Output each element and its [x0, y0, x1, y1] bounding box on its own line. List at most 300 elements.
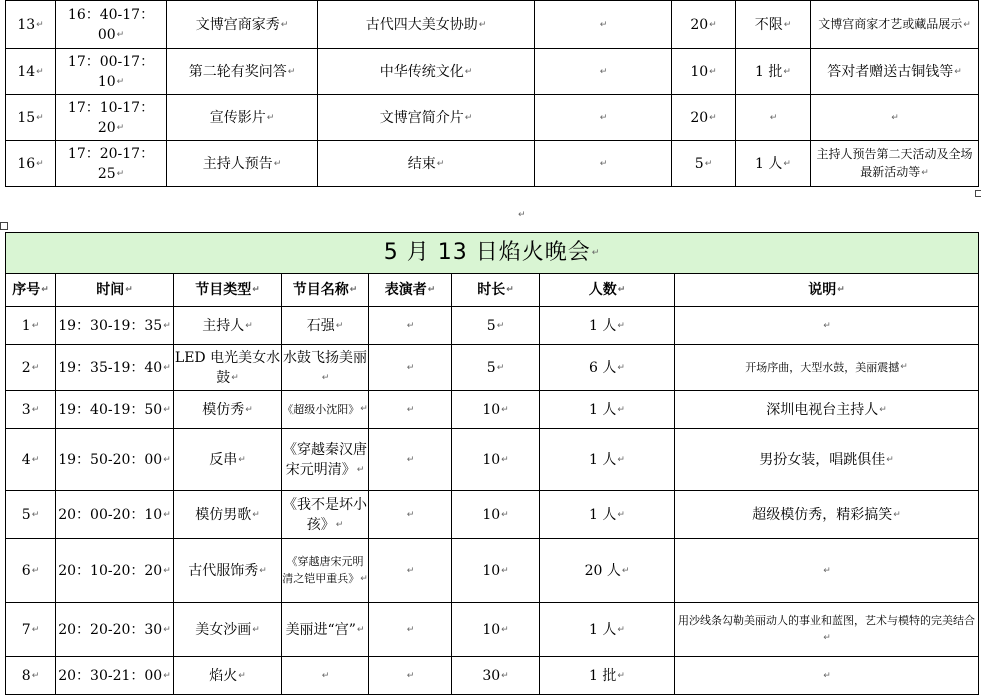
- cell-people: [736, 141, 811, 187]
- cell-text: 1 人: [589, 506, 617, 523]
- paragraph-mark: ↵: [116, 76, 125, 87]
- paragraph-mark: ↵: [266, 112, 275, 123]
- cell-text: 文博宫商家才艺或藏品展示: [818, 17, 963, 32]
- paragraph-mark: ↵: [406, 565, 415, 576]
- paragraph-mark: ↵: [709, 19, 717, 30]
- cell-text: 20：20-20：30: [58, 621, 163, 638]
- paragraph-mark: ↵: [963, 19, 971, 30]
- paragraph-mark: ↵: [599, 158, 608, 169]
- cell-type: [174, 391, 282, 429]
- paragraph-mark: ↵: [496, 362, 505, 373]
- cell-performer: [535, 95, 672, 141]
- cell-text: 17：20-17：25: [67, 145, 155, 182]
- cell-text: 17：10-17：20: [67, 99, 155, 136]
- cell-time: [56, 391, 174, 429]
- paragraph-mark: ↵: [464, 66, 473, 77]
- paragraph-mark: ↵: [621, 565, 630, 576]
- paragraph-mark: ↵: [823, 670, 831, 681]
- cell-type: [174, 539, 282, 603]
- cell-type: [174, 491, 282, 539]
- paragraph-mark: ↵: [478, 19, 487, 30]
- cell-text: 20: [690, 16, 709, 33]
- cell-performer: [535, 141, 672, 187]
- cell-text: 13: [17, 16, 36, 33]
- paragraph-mark: ↵: [406, 454, 415, 465]
- cell-text: 结束: [407, 155, 436, 172]
- cell-text: 主持人预告: [202, 155, 273, 172]
- cell-no: [6, 307, 56, 345]
- paragraph-mark: ↵: [163, 670, 171, 681]
- paragraph-mark: ↵: [163, 624, 171, 635]
- paragraph-mark: ↵: [36, 158, 44, 169]
- paragraph-mark: ↵: [31, 454, 40, 465]
- paragraph-mark: ↵: [163, 509, 171, 520]
- paragraph-mark: ↵: [36, 112, 44, 123]
- paragraph-mark: ↵: [31, 320, 40, 331]
- cell-text: 1 批: [589, 667, 617, 684]
- cell-text: 古代四大美女协助: [365, 16, 478, 33]
- paragraph-mark: ↵: [617, 320, 625, 331]
- paragraph-mark: ↵: [501, 624, 509, 635]
- cell-name: [282, 345, 369, 391]
- paragraph-mark: ↵: [360, 573, 368, 584]
- header-time: 时间↵: [56, 274, 174, 307]
- table2-body: [6, 233, 979, 695]
- cell-performer: [369, 491, 452, 539]
- table-end-marker: [975, 190, 981, 197]
- cell-name: [282, 491, 369, 539]
- paragraph-mark: ↵: [501, 509, 509, 520]
- table-row: [6, 141, 979, 187]
- cell-text: 10: [482, 401, 501, 418]
- cell-duration: [452, 491, 540, 539]
- paragraph-mark: ↵: [335, 320, 344, 331]
- cell-text: 1 批: [755, 63, 783, 80]
- cell-text: 20 人: [584, 562, 621, 579]
- cell-text: 8: [21, 667, 31, 684]
- cell-text: 19：40-19：50: [58, 401, 163, 418]
- paragraph-mark: ↵: [31, 624, 40, 635]
- paragraph-mark: ↵: [360, 404, 368, 415]
- cell-text: 不限: [754, 16, 783, 33]
- cell-name: [282, 657, 369, 695]
- cell-text: 用沙线条勾勒美丽动人的事业和蓝图，艺术与模特的完美结合: [678, 614, 976, 628]
- paragraph-mark: ↵: [617, 509, 625, 520]
- cell-performer: [369, 657, 452, 695]
- cell-time: [56, 95, 167, 141]
- header-duration: 时长↵: [452, 274, 540, 307]
- cell-time: [56, 539, 174, 603]
- cell-type: [174, 429, 282, 491]
- cell-type: [174, 345, 282, 391]
- cell-duration: [452, 345, 540, 391]
- cell-note: [675, 603, 979, 657]
- header-people: 人数↵: [540, 274, 675, 307]
- cell-people: [540, 603, 675, 657]
- cell-text: 16：40-17：00: [67, 6, 155, 43]
- cell-text: 5: [486, 317, 496, 334]
- cell-text: 古代服饰秀: [188, 562, 259, 579]
- cell-text: 20: [690, 109, 709, 126]
- paragraph-mark: ↵: [501, 404, 509, 415]
- table-row: [6, 95, 979, 141]
- cell-duration: [672, 141, 736, 187]
- cell-duration: [452, 429, 540, 491]
- paragraph-mark: ↵: [823, 320, 831, 331]
- paragraph-mark: ↵: [116, 29, 125, 40]
- paragraph-mark: ↵: [501, 670, 509, 681]
- paragraph-mark: ↵: [31, 670, 40, 681]
- paragraph-mark: ↵: [406, 624, 415, 635]
- cell-performer: [535, 49, 672, 95]
- paragraph-mark: ↵: [591, 248, 601, 258]
- table-row: [6, 603, 979, 657]
- cell-no: [6, 345, 56, 391]
- table-row: [6, 391, 979, 429]
- paragraph-mark: ↵: [238, 670, 246, 681]
- paragraph-mark: ↵: [886, 454, 894, 465]
- fireworks-gala-table: [5, 232, 979, 695]
- cell-text: 第二轮有奖问答: [188, 63, 287, 80]
- paragraph-mark: ↵: [823, 565, 831, 576]
- paragraph-mark: ↵: [769, 112, 778, 123]
- header-type: 节目类型↵: [174, 274, 282, 307]
- paragraph-mark: ↵: [321, 670, 330, 681]
- paragraph-mark: ↵: [406, 509, 415, 520]
- cell-text: 模仿秀: [202, 401, 245, 418]
- cell-type: [174, 657, 282, 695]
- paragraph-mark: ↵: [280, 19, 289, 30]
- paragraph-mark: ↵: [501, 454, 509, 465]
- paragraph-mark: ↵: [406, 320, 415, 331]
- paragraph-mark: ↵: [252, 509, 260, 520]
- cell-time: [56, 429, 174, 491]
- cell-time: [56, 657, 174, 695]
- cell-people: [540, 539, 675, 603]
- cell-text: 19：50-20：00: [58, 451, 163, 468]
- cell-note: [675, 345, 979, 391]
- table-title-text: 5 月 13 日焰火晚会: [383, 240, 591, 265]
- cell-note: [675, 429, 979, 491]
- paragraph-mark: ↵: [116, 168, 125, 179]
- paragraph-mark: ↵: [891, 112, 899, 123]
- cell-text: 美女沙画: [195, 621, 252, 638]
- cell-text: 19：30-19：35: [58, 317, 163, 334]
- cell-text: 主持人: [202, 317, 245, 334]
- header-no: 序号↵: [6, 274, 56, 307]
- cell-people: [540, 307, 675, 345]
- cell-type: [174, 603, 282, 657]
- cell-text: LED 电光美女水鼓: [174, 349, 281, 386]
- cell-type: [167, 141, 318, 187]
- paragraph-mark: ↵: [599, 66, 608, 77]
- cell-performer: [369, 539, 452, 603]
- paragraph-mark: ↵: [356, 464, 365, 475]
- cell-time: [56, 141, 167, 187]
- cell-duration: [672, 1, 736, 49]
- paragraph-mark: ↵: [31, 509, 40, 520]
- cell-name: [318, 141, 535, 187]
- paragraph-mark: ↵: [783, 66, 791, 77]
- cell-name: [282, 391, 369, 429]
- paragraph-mark: ↵: [617, 624, 625, 635]
- cell-text: 20：30-21：00: [58, 667, 163, 684]
- cell-no: [6, 95, 56, 141]
- cell-text: 水鼓飞扬美丽: [283, 349, 367, 366]
- cell-type: [167, 95, 318, 141]
- cell-people: [540, 657, 675, 695]
- cell-text: 1 人: [589, 401, 617, 418]
- cell-text: 中华传统文化: [379, 63, 464, 80]
- paragraph-mark: ↵: [163, 454, 171, 465]
- cell-name: [282, 307, 369, 345]
- cell-text: 17：00-17：10: [67, 53, 155, 90]
- cell-text: 4: [21, 451, 31, 468]
- cell-no: [6, 603, 56, 657]
- cell-note: [675, 539, 979, 603]
- cell-text: 《穿越秦汉唐宋元明清》: [283, 441, 367, 478]
- cell-name: [318, 1, 535, 49]
- paragraph-mark: ↵: [273, 158, 282, 169]
- paragraph-mark: ↵: [617, 454, 625, 465]
- cell-text: 5: [486, 359, 496, 376]
- cell-text: 文博宫商家秀: [195, 16, 280, 33]
- cell-no: [6, 391, 56, 429]
- paragraph-mark: ↵: [709, 66, 717, 77]
- cell-text: 20：10-20：20: [58, 562, 163, 579]
- paragraph-mark: ↵: [464, 112, 473, 123]
- cell-text: 1 人: [589, 621, 617, 638]
- paragraph-mark: ↵: [617, 404, 625, 415]
- cell-text: 宣传影片: [209, 109, 266, 126]
- paragraph-mark: ↵: [879, 404, 887, 415]
- cell-name: [318, 95, 535, 141]
- cell-text: 1 人: [755, 155, 783, 172]
- table-title: [6, 233, 979, 274]
- cell-text: 《超级小沈阳》: [282, 402, 360, 416]
- paragraph-mark: ↵: [321, 372, 330, 383]
- cell-text: 1 人: [589, 451, 617, 468]
- cell-text: 3: [21, 401, 31, 418]
- paragraph-mark: ↵: [31, 362, 40, 373]
- cell-duration: [452, 307, 540, 345]
- table-row: [6, 49, 979, 95]
- cell-text: 10: [482, 451, 501, 468]
- cell-performer: [535, 1, 672, 49]
- paragraph-mark: ↵: [783, 19, 792, 30]
- cell-no: [6, 49, 56, 95]
- cell-text: 超级模仿秀，精彩搞笑: [752, 506, 893, 523]
- cell-text: 16: [17, 155, 36, 172]
- header-note: 说明↵: [675, 274, 979, 307]
- cell-time: [56, 345, 174, 391]
- cell-people: [736, 95, 811, 141]
- cell-time: [56, 49, 167, 95]
- cell-name: [318, 49, 535, 95]
- cell-note: [675, 391, 979, 429]
- cell-text: 15: [17, 109, 36, 126]
- paragraph-mark: ↵: [287, 66, 296, 77]
- paragraph-mark: ↵: [163, 320, 171, 331]
- cell-text: 焰火: [209, 667, 238, 684]
- cell-name: [282, 429, 369, 491]
- cell-performer: [369, 307, 452, 345]
- cell-people: [736, 1, 811, 49]
- cell-text: 14: [17, 63, 36, 80]
- paragraph-mark: ↵: [31, 404, 40, 415]
- cell-performer: [369, 391, 452, 429]
- cell-note: [811, 1, 979, 49]
- cell-time: [56, 603, 174, 657]
- paragraph-mark: ↵: [238, 454, 246, 465]
- paragraph-mark: ↵: [709, 112, 717, 123]
- paragraph-mark: ↵: [406, 362, 415, 373]
- paragraph-mark: ↵: [231, 372, 239, 383]
- schedule-table-continued: [5, 0, 979, 187]
- paragraph-mark: ↵: [252, 624, 260, 635]
- cell-text: 10: [482, 506, 501, 523]
- cell-performer: [369, 345, 452, 391]
- paragraph-mark: ↵: [163, 565, 171, 576]
- paragraph-mark: ↵: [783, 158, 791, 169]
- cell-text: 5: [21, 506, 31, 523]
- cell-text: 30: [482, 667, 501, 684]
- cell-people: [540, 491, 675, 539]
- cell-type: [174, 307, 282, 345]
- cell-text: 《我不是坏小孩》: [283, 496, 367, 533]
- cell-people: [540, 391, 675, 429]
- paragraph-mark: ↵: [356, 624, 365, 635]
- paragraph-mark: ↵: [406, 670, 415, 681]
- cell-text: 文博宫简介片: [379, 109, 464, 126]
- cell-text: 《穿越唐宋元明清之铠甲重兵》: [282, 555, 364, 586]
- paragraph-mark: ↵: [245, 320, 253, 331]
- paragraph-mark: ↵: [36, 19, 44, 30]
- cell-name: [282, 539, 369, 603]
- cell-note: [675, 657, 979, 695]
- cell-duration: [672, 49, 736, 95]
- paragraph-mark: ↵: [436, 158, 445, 169]
- cell-performer: [369, 603, 452, 657]
- cell-duration: [452, 391, 540, 429]
- table-row: [6, 657, 979, 695]
- header-name: 节目名称↵: [282, 274, 369, 307]
- cell-text: 6 人: [589, 359, 617, 376]
- cell-text: 1 人: [589, 317, 617, 334]
- cell-duration: [672, 95, 736, 141]
- header-row: [6, 274, 979, 307]
- paragraph-mark: ↵: [406, 404, 415, 415]
- cell-note: [811, 95, 979, 141]
- table-row: [6, 307, 979, 345]
- paragraph-mark: ↵: [921, 167, 929, 178]
- cell-note: [675, 307, 979, 345]
- paragraph-mark: ↵: [245, 404, 253, 415]
- cell-no: [6, 429, 56, 491]
- cell-text: 1: [21, 317, 31, 334]
- table-anchor-marker: [0, 222, 8, 230]
- table-row: [6, 539, 979, 603]
- table-row: [6, 345, 979, 391]
- cell-people: [736, 49, 811, 95]
- cell-performer: [369, 429, 452, 491]
- cell-duration: [452, 539, 540, 603]
- cell-text: 10: [690, 63, 709, 80]
- cell-text: 开场序曲，大型水鼓，美丽震撼: [745, 360, 900, 374]
- cell-text: 男扮女装，唱跳俱佳: [759, 451, 886, 468]
- paragraph-mark: ↵: [116, 122, 125, 133]
- header-performer: 表演者↵: [369, 274, 452, 307]
- cell-duration: [452, 657, 540, 695]
- cell-time: [56, 307, 174, 345]
- paragraph-mark: ↵: [501, 565, 509, 576]
- paragraph-mark: ↵: [954, 66, 962, 77]
- paragraph-mark: ↵: [704, 158, 713, 169]
- cell-note: [675, 491, 979, 539]
- cell-note: [811, 141, 979, 187]
- paragraph-mark: ↵: [36, 66, 44, 77]
- cell-text: 5: [694, 155, 704, 172]
- table-row: [6, 1, 979, 49]
- cell-no: [6, 657, 56, 695]
- table-title-row: [6, 233, 979, 274]
- paragraph-mark: ↵: [335, 519, 344, 530]
- cell-text: 美丽进“宫”: [285, 621, 356, 638]
- paragraph-mark: ↵: [31, 565, 40, 576]
- cell-people: [540, 345, 675, 391]
- cell-text: 模仿男歌: [195, 506, 252, 523]
- cell-text: 深圳电视台主持人: [766, 401, 879, 418]
- cell-text: 2: [21, 359, 31, 376]
- cell-text: 6: [21, 562, 31, 579]
- cell-type: [167, 1, 318, 49]
- cell-name: [282, 603, 369, 657]
- cell-text: 10: [482, 562, 501, 579]
- cell-no: [6, 141, 56, 187]
- cell-time: [56, 491, 174, 539]
- cell-type: [167, 49, 318, 95]
- paragraph-mark: ↵: [599, 112, 608, 123]
- paragraph-mark: ↵: [893, 509, 901, 520]
- paragraph-mark: ↵: [599, 19, 608, 30]
- paragraph-mark: ↵: [496, 320, 505, 331]
- cell-text: 10: [482, 621, 501, 638]
- paragraph-mark: ↵: [823, 632, 831, 643]
- cell-note: [811, 49, 979, 95]
- table-row: [6, 429, 979, 491]
- table-row: [6, 491, 979, 539]
- cell-text: 主持人预告第二天活动及全场最新活动等: [816, 147, 973, 180]
- cell-text: 19：35-19：40: [58, 359, 163, 376]
- cell-no: [6, 539, 56, 603]
- cell-people: [540, 429, 675, 491]
- paragraph-mark: ↵: [617, 670, 625, 681]
- paragraph-mark: ↵: [163, 404, 171, 415]
- paragraph-mark: ↵: [259, 565, 267, 576]
- cell-text: 石强: [306, 317, 335, 334]
- cell-text: 反串: [209, 451, 238, 468]
- paragraph-mark: ↵: [617, 362, 625, 373]
- paragraph-mark: ↵: [163, 362, 171, 373]
- cell-no: [6, 1, 56, 49]
- cell-no: [6, 491, 56, 539]
- cell-text: 7: [21, 621, 31, 638]
- table1-body: [6, 1, 979, 187]
- cell-text: 答对者赠送古铜钱等: [827, 63, 954, 80]
- paragraph-mark: ↵: [518, 210, 526, 220]
- cell-time: [56, 1, 167, 49]
- cell-duration: [452, 603, 540, 657]
